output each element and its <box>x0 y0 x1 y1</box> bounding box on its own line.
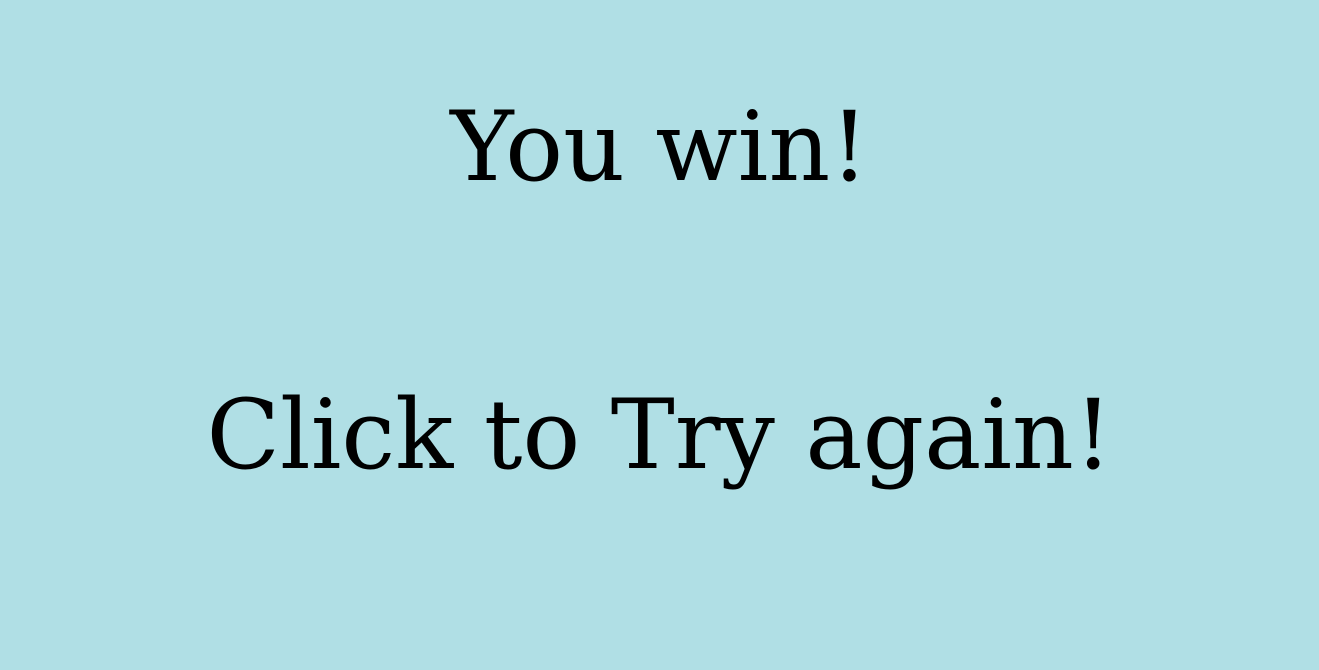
try-again-prompt[interactable]: Click to Try again! <box>206 379 1113 491</box>
result-message: You win! <box>450 91 869 203</box>
